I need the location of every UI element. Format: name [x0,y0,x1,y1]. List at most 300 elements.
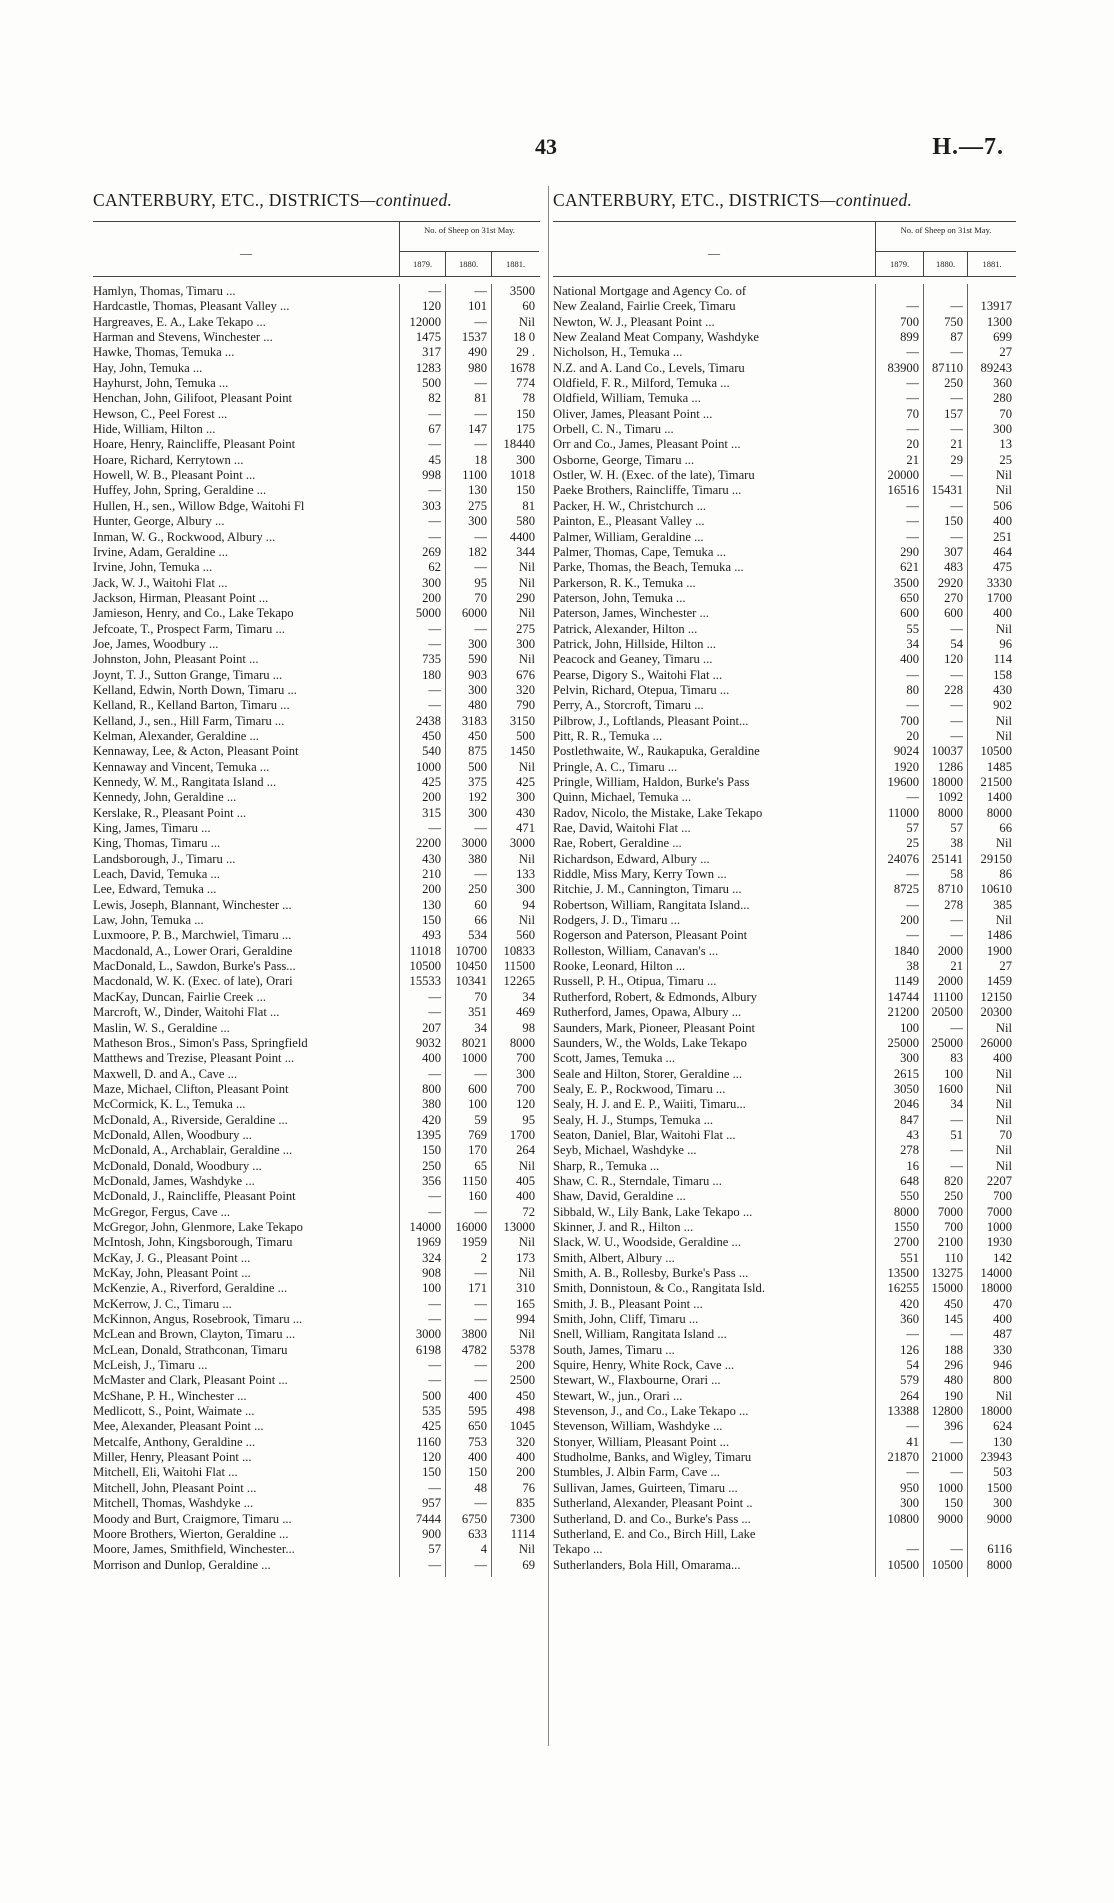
right-row-value-1880: 21 [950,959,963,974]
left-row-value-1879: — [428,682,441,697]
right-row-value-1881: 13 [999,437,1012,452]
left-row-value-1881: 175 [516,422,535,437]
left-row-value-1880: 34 [474,1020,487,1035]
right-row-value-1879: 10500 [887,1557,919,1572]
right-row-value-1880: 100 [944,1066,963,1081]
left-row-name: King, Thomas, Timaru ... [93,836,221,851]
left-row-value-1880: 300 [468,682,487,697]
left-row-value-1880: 753 [468,1434,487,1449]
right-row-value-1880: 8000 [937,805,963,820]
left-table-row [93,1435,540,1450]
right-row-value-1880: 9000 [937,1511,963,1526]
left-row-value-1881: 400 [516,1450,535,1465]
left-row-name: Kennaway and Vincent, Temuka ... [93,759,270,774]
left-row-value-1880: 650 [468,1419,487,1434]
right-table-title [553,190,1016,211]
left-row-value-1880: 4 [480,1542,487,1557]
right-row-name: Saunders, W., the Wolds, Lake Tekapo [553,1035,747,1050]
left-row-value-1880: 450 [468,728,487,743]
left-row-name: Landsborough, J., Timaru ... [93,851,236,866]
left-row-value-1879: 500 [422,376,441,391]
left-table-title-main: CANTERBURY, ETC., DISTRICTS [93,190,360,210]
left-row-value-1880: 300 [468,805,487,820]
right-row-value-1879: 25 [906,836,919,851]
right-table-row [553,775,1016,790]
right-table-row [553,514,1016,529]
left-row-value-1881: 300 [516,1066,535,1081]
right-row-value-1879: — [906,391,919,406]
left-row-value-1879: 1475 [415,330,441,345]
left-row-value-1879: — [428,1312,441,1327]
right-row-value-1879: 14744 [887,989,919,1004]
right-row-name: Seyb, Michael, Washdyke ... [553,1143,697,1158]
right-table-row [553,576,1016,591]
right-table-row [553,1189,1016,1204]
left-row-value-1879: 2200 [415,836,441,851]
left-row-name: Macdonald, A., Lower Orari, Geraldine [93,943,293,958]
left-row-name: McIntosh, John, Kingsborough, Timaru [93,1235,293,1250]
left-table-row [93,729,540,744]
right-column-rule [923,284,924,1577]
right-row-value-1880: 157 [944,406,963,421]
left-row-value-1881: 150 [516,483,535,498]
right-row-value-1879: 300 [900,1496,919,1511]
right-row-value-1880: 21 [950,437,963,452]
left-row-value-1880: 130 [468,483,487,498]
right-table-row [553,1419,1016,1434]
left-row-value-1880: — [474,1373,487,1388]
left-row-value-1879: — [428,437,441,452]
right-row-value-1879: 16255 [887,1281,919,1296]
left-row-value-1880: 590 [468,652,487,667]
left-row-value-1880: 980 [468,360,487,375]
right-row-name: New Zealand, Fairlie Creek, Timaru [553,299,736,314]
right-row-value-1879: 400 [900,652,919,667]
left-row-value-1879: 120 [422,1450,441,1465]
right-row-name: Rogerson and Paterson, Pleasant Point [553,928,748,943]
right-row-name: Smith, Albert, Albury ... [553,1250,675,1265]
left-row-value-1881: 300 [516,882,535,897]
left-table-row [93,1143,540,1158]
left-row-value-1881: 69 [522,1557,535,1572]
right-table-row [553,361,1016,376]
left-row-value-1879: — [428,1189,441,1204]
right-row-name: Stonyer, William, Pleasant Point ... [553,1434,730,1449]
left-row-value-1881: 120 [516,1097,535,1112]
right-table-row [553,545,1016,560]
right-row-value-1880: 15431 [931,483,963,498]
right-row-value-1881: 503 [993,1465,1012,1480]
left-row-value-1879: 450 [422,728,441,743]
left-row-value-1880: 10450 [455,959,487,974]
right-row-name: Smith, A. B., Rollesby, Burke's Pass ... [553,1266,749,1280]
left-row-value-1879: — [428,1480,441,1495]
left-row-value-1880: 400 [468,1450,487,1465]
right-row-value-1879: 20 [906,728,919,743]
right-row-value-1880: 87 [950,330,963,345]
right-row-name: Oliver, James, Pleasant Point ... [553,406,713,421]
left-row-value-1881: 580 [516,514,535,529]
right-row-value-1880: 250 [944,376,963,391]
right-table-row [553,1128,1016,1143]
left-row-value-1879: 535 [422,1404,441,1419]
right-row-value-1881: Nil [995,621,1012,636]
left-row-value-1879: 908 [422,1266,441,1280]
left-row-value-1879: 210 [422,867,441,882]
right-table-row [553,1450,1016,1465]
left-row-value-1879: 150 [422,1465,441,1480]
right-row-value-1879: 13388 [887,1404,919,1419]
right-row-value-1881: Nil [995,713,1012,728]
right-row-name: Saunders, Mark, Pioneer, Pleasant Point [553,1020,756,1035]
left-row-value-1881: Nil [518,575,535,590]
right-row-value-1879: 1920 [893,759,919,774]
left-row-value-1879: — [428,284,441,298]
left-row-value-1881: 150 [516,406,535,421]
left-row-value-1880: 66 [474,913,487,928]
left-row-value-1880: 375 [468,775,487,789]
left-row-value-1880: 595 [468,1404,487,1419]
left-table-row [93,1128,540,1143]
right-row-value-1881: 18000 [980,1404,1012,1419]
right-row-value-1881: 800 [993,1373,1012,1388]
right-row-value-1880: — [950,468,963,483]
left-row-value-1879: — [428,821,441,836]
right-row-name: Rutherford, Robert, & Edmonds, Albury [553,989,757,1004]
right-sheep-count-group-header: No. of Sheep on 31st May. [875,222,1016,252]
left-row-value-1879: 10500 [409,959,441,974]
left-row-value-1881: 1700 [509,1127,535,1142]
right-row-name: Pitt, R. R., Temuka ... [553,728,663,743]
right-row-value-1881: 1700 [986,590,1012,605]
left-row-value-1880: 6750 [461,1511,487,1526]
right-row-value-1881: 1300 [986,314,1012,329]
right-table-row [553,1297,1016,1312]
right-row-value-1879: 899 [900,330,919,345]
left-row-value-1879: 269 [422,544,441,559]
right-row-value-1881: 946 [993,1358,1012,1373]
right-row-value-1879: — [906,498,919,513]
right-table-row [553,1527,1016,1542]
left-row-name: McDonald, James, Washdyke ... [93,1173,255,1188]
left-row-value-1879: 45 [428,452,441,467]
right-row-value-1879: — [906,422,919,437]
left-row-value-1879: 200 [422,790,441,805]
right-row-value-1881: 251 [993,529,1012,544]
right-row-value-1879: — [906,376,919,391]
left-row-value-1879: 57 [428,1542,441,1557]
left-row-name: Kennaway, Lee, & Acton, Pleasant Point [93,744,299,759]
left-row-value-1881: 98 [522,1020,535,1035]
right-row-name: Smith, John, Cliff, Timaru ... [553,1312,699,1327]
right-row-value-1880: — [950,728,963,743]
left-table-title-suffix: —continued. [359,190,453,210]
left-row-value-1880: — [474,1358,487,1373]
right-row-value-1881: 400 [993,514,1012,529]
left-table-row [93,1051,540,1066]
right-table-row [553,1281,1016,1296]
right-table-row [553,1005,1016,1020]
right-row-name: Sullivan, James, Guirteen, Timaru ... [553,1480,738,1495]
left-row-value-1880: 6000 [461,606,487,621]
right-table-row [553,1082,1016,1097]
left-row-name: Hoare, Henry, Raincliffe, Pleasant Point [93,437,296,452]
left-row-value-1881: 450 [516,1388,535,1403]
right-row-value-1879: — [906,928,919,943]
right-row-value-1881: 1459 [986,974,1012,989]
right-row-value-1881: 3330 [986,575,1012,590]
right-row-value-1879: 700 [900,314,919,329]
left-table-row [93,1235,540,1250]
left-row-value-1881: Nil [518,851,535,866]
left-table-row [93,606,540,621]
right-row-name: Studholme, Banks, and Wigley, Timaru [553,1450,752,1465]
left-table-row [93,591,540,606]
right-row-value-1879: 24076 [887,851,919,866]
right-table-row [553,1235,1016,1250]
left-row-value-1881: 300 [516,452,535,467]
right-row-name: Patrick, John, Hillside, Hilton ... [553,636,717,651]
right-row-value-1880: 228 [944,682,963,697]
left-table-row [93,1174,540,1189]
left-table-row [93,913,540,928]
right-row-value-1881: 464 [993,544,1012,559]
right-table-row [553,1358,1016,1373]
right-table-row [553,898,1016,913]
left-table-row [93,315,540,330]
left-table-row [93,1481,540,1496]
right-row-name: New Zealand Meat Company, Washdyke [553,330,760,345]
right-table-row [553,1220,1016,1235]
right-row-name: Oldfield, William, Temuka ... [553,391,701,406]
right-row-name: Stewart, W., jun., Orari ... [553,1388,683,1403]
left-row-name: McGregor, Fergus, Cave ... [93,1204,231,1219]
right-table-row [553,821,1016,836]
right-row-value-1879: 200 [900,913,919,928]
right-row-name: Rae, Robert, Geraldine ... [553,836,682,851]
right-row-value-1881: 66 [999,821,1012,836]
left-table-row [93,882,540,897]
left-row-value-1880: 1537 [461,330,487,345]
left-row-value-1880: 59 [474,1112,487,1127]
left-row-value-1880: 60 [474,897,487,912]
right-row-value-1879: 2046 [893,1097,919,1112]
right-row-name: Sutherlanders, Bola Hill, Omarama... [553,1557,741,1572]
right-row-value-1881: Nil [995,1143,1012,1158]
right-row-value-1881: Nil [995,1388,1012,1403]
left-row-name: McDonald, J., Raincliffe, Pleasant Point [93,1189,296,1204]
left-table-row [93,1082,540,1097]
left-table-row [93,1251,540,1266]
right-row-value-1880: 15000 [931,1281,963,1296]
left-row-value-1880: — [474,1066,487,1081]
right-row-value-1880: 7000 [937,1204,963,1219]
right-table-row [553,806,1016,821]
right-row-value-1880: 150 [944,514,963,529]
right-table-row [553,836,1016,851]
left-table-row [93,1005,540,1020]
left-table-row [93,867,540,882]
right-row-value-1879: 3050 [893,1081,919,1096]
right-row-name: Quinn, Michael, Temuka ... [553,790,692,805]
left-row-name: Kelland, J., sen., Hill Farm, Timaru ... [93,713,285,728]
left-row-value-1881: 4400 [509,529,535,544]
right-row-name: Rooke, Leonard, Hilton ... [553,959,686,974]
right-row-value-1881: 142 [993,1250,1012,1265]
left-row-value-1879: 11018 [409,943,441,958]
right-table-row [553,1251,1016,1266]
right-row-value-1880: — [950,913,963,928]
left-row-name: MacKay, Duncan, Fairlie Creek ... [93,989,266,1004]
right-table-row [553,1496,1016,1511]
left-row-name: Maslin, W. S., Geraldine ... [93,1020,230,1035]
right-table-row [553,437,1016,452]
left-row-name: McShane, P. H., Winchester ... [93,1388,247,1403]
left-row-value-1881: 11500 [503,959,535,974]
left-row-value-1880: — [474,1312,487,1327]
right-row-value-1880: 1286 [937,759,963,774]
left-table-row [93,361,540,376]
left-row-value-1881: 7300 [509,1511,535,1526]
right-row-value-1881: 360 [993,376,1012,391]
left-row-name: Henchan, John, Gilifoot, Pleasant Point [93,391,293,406]
left-row-value-1881: Nil [518,606,535,621]
right-row-name: Sharp, R., Temuka ... [553,1158,660,1173]
left-table-row [93,284,540,299]
right-row-value-1881: Nil [995,1066,1012,1081]
right-row-name: Stevenson, William, Washdyke ... [553,1419,723,1434]
left-table-row [93,530,540,545]
column-divider [548,186,549,1746]
right-row-value-1880: 8710 [937,882,963,897]
right-row-value-1879: 70 [906,406,919,421]
left-row-name: Moore Brothers, Wierton, Geraldine ... [93,1526,289,1541]
left-column-rule [491,284,492,1577]
right-table-row [553,928,1016,943]
left-row-value-1880: — [474,1496,487,1511]
left-row-value-1881: 18440 [503,437,535,452]
right-row-value-1881: Nil [995,1158,1012,1173]
right-row-value-1880: — [950,422,963,437]
left-row-name: Medlicott, S., Point, Waimate ... [93,1404,255,1419]
left-row-value-1880: — [474,621,487,636]
right-row-name: Rolleston, William, Canavan's ... [553,943,719,958]
left-row-value-1881: Nil [518,314,535,329]
right-row-value-1880: 750 [944,314,963,329]
right-row-value-1880: 1600 [937,1081,963,1096]
left-row-value-1880: 3000 [461,836,487,851]
right-table-row [553,1373,1016,1388]
left-row-value-1880: 171 [468,1281,487,1296]
right-table-row [553,1404,1016,1419]
left-row-name: Irvine, Adam, Geraldine ... [93,544,228,559]
right-row-value-1879: 550 [900,1189,919,1204]
left-row-value-1881: 10833 [503,943,535,958]
right-table-row [553,760,1016,775]
left-table-row [93,483,540,498]
right-row-value-1880: 29 [950,452,963,467]
left-row-name: King, James, Timaru ... [93,821,211,836]
right-row-value-1879: 57 [906,821,919,836]
right-row-name: Scott, James, Temuka ... [553,1051,676,1066]
left-row-name: Joynt, T. J., Sutton Grange, Timaru ... [93,667,283,682]
right-table-row [553,790,1016,805]
left-row-name: McDonald, Allen, Woodbury ... [93,1127,252,1142]
left-table-row [93,1358,540,1373]
right-table-row [553,1343,1016,1358]
right-row-name: Pilbrow, J., Loftlands, Pleasant Point... [553,713,749,728]
right-row-value-1881: 70 [999,406,1012,421]
left-row-name: Hayhurst, John, Temuka ... [93,376,229,391]
right-row-value-1881: 10610 [980,882,1012,897]
right-row-name: National Mortgage and Agency Co. of [553,284,747,298]
right-row-value-1880: 600 [944,606,963,621]
right-row-value-1879: 300 [900,1051,919,1066]
left-table-row [93,453,540,468]
left-row-name: McKenzie, A., Riverford, Geraldine ... [93,1281,288,1296]
left-row-value-1881: 81 [522,498,535,513]
left-row-name: Metcalfe, Anthony, Geraldine ... [93,1434,256,1449]
left-row-name: Marcroft, W., Dinder, Waitohi Flat ... [93,1005,280,1020]
right-row-value-1879: — [906,514,919,529]
right-table-row [553,453,1016,468]
left-table-row [93,974,540,989]
left-table-row [93,330,540,345]
left-row-value-1879: 67 [428,422,441,437]
left-row-value-1880: 10341 [455,974,487,989]
right-table-row [553,1435,1016,1450]
right-row-value-1881: 20300 [980,1005,1012,1020]
right-row-name: Stumbles, J. Albin Farm, Cave ... [553,1465,720,1480]
right-row-value-1879: 278 [900,1143,919,1158]
left-table-row [93,714,540,729]
left-row-name: Miller, Henry, Pleasant Point ... [93,1450,252,1465]
right-table-column-header [553,221,1016,277]
right-row-value-1881: 1500 [986,1480,1012,1495]
right-table-row [553,530,1016,545]
left-row-value-1880: 300 [468,636,487,651]
right-row-name: Snell, William, Rangitata Island ... [553,1327,727,1342]
right-row-value-1879: 290 [900,544,919,559]
left-row-name: McLeish, J., Timaru ... [93,1358,208,1373]
right-row-value-1879: — [906,897,919,912]
right-row-value-1880: — [950,1434,963,1449]
left-row-value-1879: — [428,514,441,529]
left-row-name: Jefcoate, T., Prospect Farm, Timaru ... [93,621,285,636]
right-row-value-1881: Nil [995,1020,1012,1035]
left-row-value-1880: — [474,1204,487,1219]
left-row-value-1879: 1395 [415,1127,441,1142]
right-row-value-1879: 16 [906,1158,919,1173]
left-table-row [93,959,540,974]
right-row-value-1881: 487 [993,1327,1012,1342]
right-table-row [553,1512,1016,1527]
left-row-value-1879: 120 [422,299,441,314]
right-year-header-1881: 1881. [967,252,1016,276]
right-row-value-1879: 55 [906,621,919,636]
right-row-name: Osborne, George, Timaru ... [553,452,695,467]
left-row-name: Hide, William, Hilton ... [93,422,216,437]
left-row-value-1881: Nil [518,1158,535,1173]
left-row-value-1880: 48 [474,1480,487,1495]
right-table-row [553,606,1016,621]
left-row-name: Hewson, C., Peel Forest ... [93,406,228,421]
right-row-value-1881: 400 [993,606,1012,621]
right-row-value-1879: 1550 [893,1219,919,1234]
right-row-value-1881: 430 [993,682,1012,697]
right-table-row [553,652,1016,667]
left-row-value-1879: — [428,1204,441,1219]
